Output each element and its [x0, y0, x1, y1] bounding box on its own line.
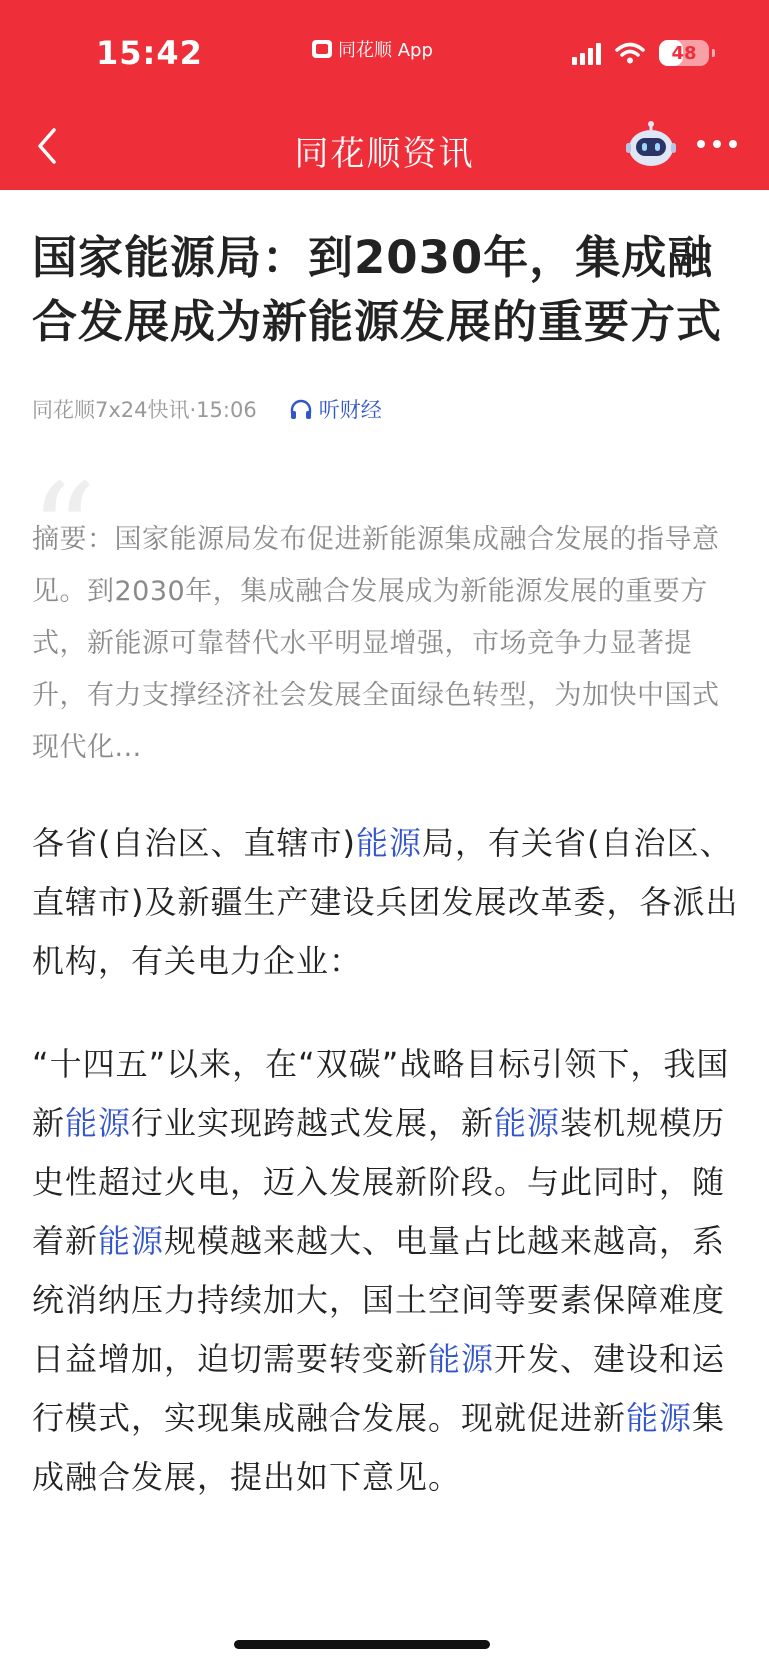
headphones-icon [289, 398, 313, 420]
text-span: 开发、建设和运行模式，实现集成融合发展。现就促进新 [32, 1340, 726, 1437]
robot-assistant-button[interactable] [625, 120, 677, 170]
stock-link-energy[interactable]: 能源 [355, 824, 422, 862]
app-logo-icon [312, 40, 332, 58]
status-icons [572, 40, 709, 66]
robot-assistant-icon [625, 120, 677, 170]
home-indicator[interactable] [234, 1640, 490, 1649]
battery-icon [659, 40, 709, 66]
article-headline: 国家能源局：到2030年，集成融合发展成为新能源发展的重要方式 [32, 231, 723, 348]
text-span: “十四五”以来，在“双碳”战略目标引领下，我国新 [32, 1045, 730, 1142]
stock-link-energy[interactable]: 能源 [428, 1340, 495, 1378]
article-meta [32, 394, 742, 424]
status-time: 15:42 [96, 34, 203, 72]
text-span: 规模越来越大、电量占比越来越高，系统消纳压力持续加大，国土空间等要素保障难度日益增加，迫切需要转变新 [32, 1222, 726, 1378]
text-span: 集成融合发展，提出如下意见。 [32, 1399, 726, 1496]
nav-bar [0, 110, 769, 190]
text-span: 局，有关省(自治区、直辖市)及新疆生产建设兵团发展改革委，各派出机构，有关电力企业： [32, 824, 739, 980]
stock-link-energy[interactable]: 能源 [494, 1104, 561, 1142]
body-paragraph-1 [32, 814, 742, 991]
article [32, 226, 742, 1507]
stock-link-energy[interactable]: 能源 [65, 1104, 132, 1142]
listen-label: 听财经 [318, 398, 382, 422]
stock-link-energy[interactable]: 能源 [98, 1222, 165, 1260]
battery-level: 48 [671, 42, 697, 64]
listen-button[interactable] [289, 394, 382, 424]
summary-text: 摘要：国家能源局发布促进新能源集成融合发展的指导意见。到2030年，集成融合发展成为新能源发展的重要方式，新能源可靠替代水平明显增强，市场竞争力显著提升，有力支撑经济社会发展全面绿色转型，为加快中国式现代化... [32, 524, 720, 763]
article-summary [30, 455, 742, 774]
wifi-icon [615, 42, 645, 64]
app-origin-text: 同花顺 App [338, 40, 433, 61]
top-bar [0, 0, 769, 190]
article-source: 同花顺7x24快讯·15:06 [32, 398, 257, 422]
nav-title: 同花顺资讯 [294, 134, 475, 174]
more-dots-icon[interactable] [697, 134, 737, 154]
body-paragraph-2 [32, 1035, 742, 1507]
app-origin-label[interactable] [312, 36, 433, 62]
stock-link-energy[interactable]: 能源 [626, 1399, 693, 1437]
quote-mark-icon: “ [30, 455, 97, 607]
text-span: 行业实现跨越式发展，新 [131, 1104, 495, 1142]
cellular-signal-icon [572, 41, 601, 65]
text-span: 装机规模历史性超过火电，迈入发展新阶段。与此同时，随着新 [32, 1104, 726, 1260]
text-span: 各省(自治区、直辖市) [32, 824, 356, 862]
